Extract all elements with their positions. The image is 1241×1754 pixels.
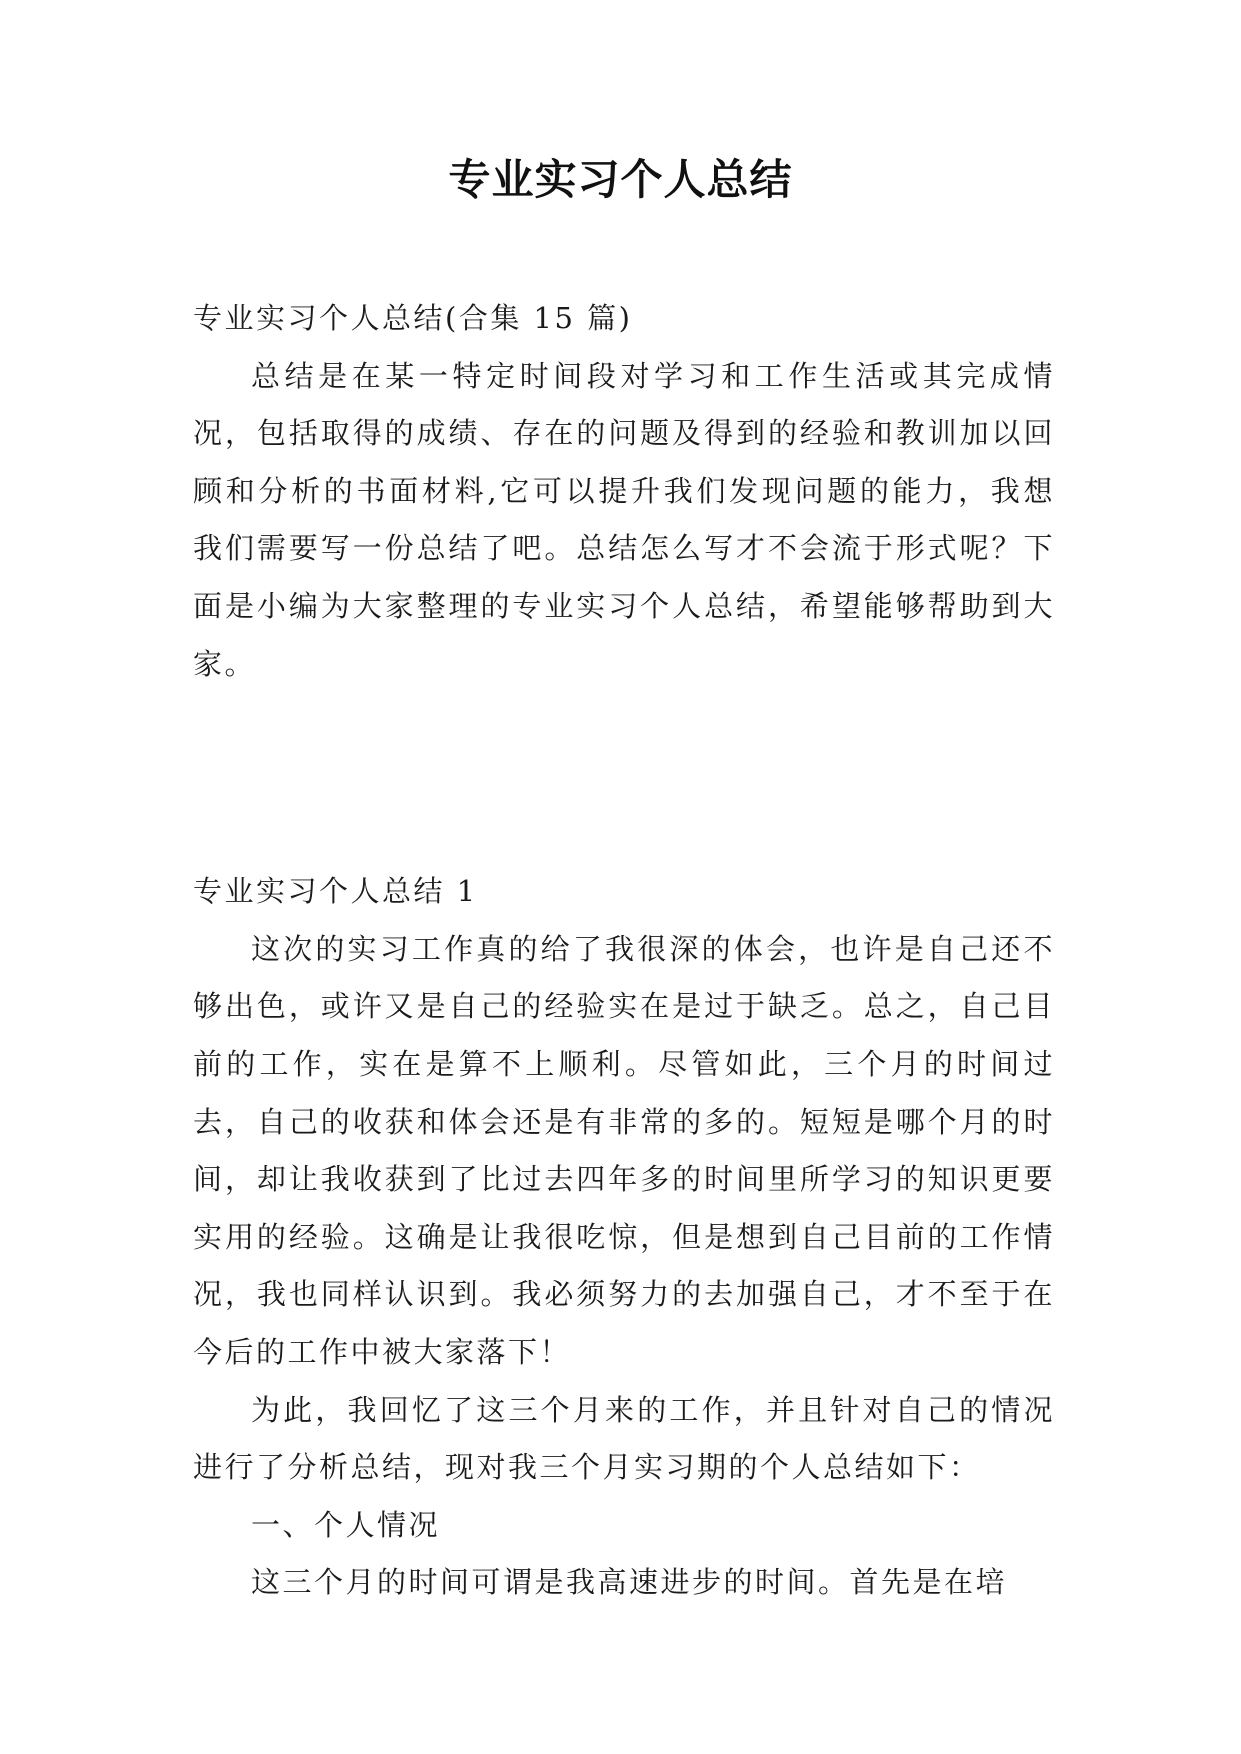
document-subtitle: 专业实习个人总结(合集 15 篇)	[193, 301, 633, 335]
section-heading: 专业实习个人总结 1	[193, 874, 478, 909]
section-paragraph: 为此，我回忆了这三个月来的工作，并且针对自己的情况进行了分析总结，现对我三个月实习期的个人总结如下：	[193, 1392, 1055, 1485]
section-paragraph: 这三个月的时间可谓是我高速进步的时间。首先是在培	[251, 1565, 1008, 1600]
document-body	[193, 290, 1055, 1612]
section-spacer	[193, 693, 1055, 863]
subsection-heading: 一、个人情况	[251, 1507, 441, 1542]
document-title: 专业实习个人总结	[448, 155, 793, 204]
section-paragraph: 这次的实习工作真的给了我很深的体会，也许是自己还不够出色，或许又是自己的经验实在是过于缺乏。总之，自己目前的工作，实在是算不上顺利。尽管如此，三个月的时间过去，自己的收获和体会还是有非常的多的。短短是哪个月的时间，却让我收获到了比过去四年多的时间里所学习的知识更要实用的经验。这确是让我很吃惊，但是想到自己目前的工作情况，我也同样认识到。我必须努力的去加强自己，才不至于在今后的工作中被大家落下！	[193, 931, 1055, 1369]
intro-paragraph: 总结是在某一特定时间段对学习和工作生活或其完成情况，包括取得的成绩、存在的问题及得到的经验和教训加以回顾和分析的书面材料,它可以提升我们发现问题的能力，我想我们需要写一份总结了吧。总结怎么写才不会流于形式呢？下面是小编为大家整理的专业实习个人总结，希望能够帮助到大家。	[193, 358, 1055, 681]
